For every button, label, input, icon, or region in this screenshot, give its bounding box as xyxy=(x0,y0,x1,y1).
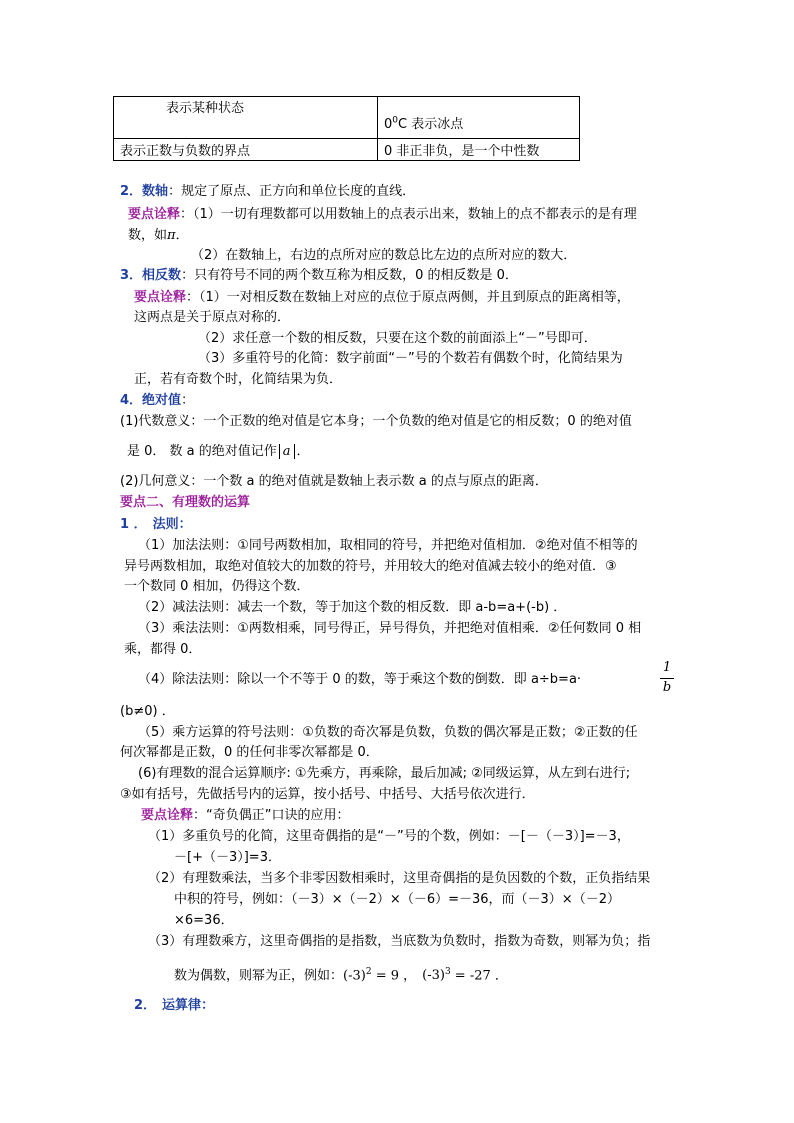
paragraph-text: （3）多重符号的化简：数字前面“－”号的个数若有偶数个时，化简结果为 xyxy=(198,351,623,366)
paragraph-text: （3）乘法法则：①两数相乘，同号得正，异号得负，并把绝对值相乘．②任何数同 0 相 xyxy=(138,621,642,636)
paragraph-text: －[+（－3）]=3． xyxy=(174,850,281,865)
paragraph-line xyxy=(138,598,566,618)
table-cell xyxy=(114,97,378,139)
key-point-line xyxy=(128,205,637,225)
paragraph-text: ： xyxy=(201,998,215,1013)
zero-meaning-table xyxy=(113,96,580,161)
paragraph-text: ：只有符号不同的两个数互称为相反数，0 的相反数是 0． xyxy=(181,268,518,283)
fraction-denominator: b xyxy=(662,680,672,695)
math-expression: = 9 ， xyxy=(371,968,417,984)
section-title: 相反数 xyxy=(142,268,182,283)
paragraph-text: （2）求任意一个数的相反数，只要在这个数的前面添上“－”号即可． xyxy=(198,331,597,346)
paragraph-line xyxy=(138,723,638,743)
paragraph-line xyxy=(174,911,234,931)
section-title: 法则 xyxy=(152,517,179,532)
paragraph-text: ：（1）一切有理数都可以用数轴上的点表示出来，数轴上的点不都表示的是有理 xyxy=(180,207,637,222)
paragraph-text: ×6=36． xyxy=(174,913,234,928)
paragraph-text: (b≠0) ． xyxy=(120,704,175,719)
paragraph-text: (2)几何意义：一个数 a 的绝对值就是数轴上表示数 a 的点与原点的距离． xyxy=(120,474,548,489)
exponent: 2 xyxy=(365,967,372,977)
paragraph-text: ：规定了原点、正方向和单位长度的直线． xyxy=(168,184,416,199)
key-point-label: 要点诠释 xyxy=(128,207,181,222)
paragraph-line xyxy=(191,246,576,266)
table-cell-text: C 表示冰点 xyxy=(398,117,464,132)
section-absolute-value xyxy=(120,391,194,411)
paragraph-text: ：“奇负偶正”口诀的应用： xyxy=(193,808,350,823)
paragraph-line xyxy=(127,442,310,462)
paragraph-text: 正，若有奇数个时，化简结果为负． xyxy=(134,372,343,387)
section-number-line xyxy=(120,182,415,202)
paragraph-text: 中积的符号，例如：（－3）×（－2）×（－6）=－36，而（－3）×（－2） xyxy=(174,892,620,907)
paragraph-line xyxy=(198,329,597,349)
section-opposite-numbers xyxy=(120,266,518,286)
section-title: 运算律 xyxy=(162,998,202,1013)
paragraph-line xyxy=(120,412,632,432)
paragraph-line xyxy=(174,890,620,910)
paragraph-text: 是 0． 数 a 的绝对值记作 xyxy=(127,444,277,459)
paragraph-line xyxy=(124,577,310,597)
section-number: 4． xyxy=(120,393,143,408)
math-expression: (-3) xyxy=(422,968,445,984)
paragraph-line xyxy=(120,702,175,722)
paragraph-text: 数为偶数，则幂为正，例如： xyxy=(174,968,344,984)
table-cell-text: 表示正数与负数的界点 xyxy=(120,144,251,159)
section-number: 1 ． xyxy=(120,517,147,532)
table-cell-text: 0 非正非负，是一个中性数 xyxy=(384,144,540,159)
paragraph-text: 何次幂都是正数，0 的任何非零次幂都是 0． xyxy=(120,745,379,760)
paragraph-line xyxy=(120,785,535,805)
paragraph-text: （2）在数轴上，右边的点所对应的数总比左边的点所对应的数大． xyxy=(191,248,577,263)
table-cell xyxy=(378,97,580,139)
paragraph-text: 一个数同 0 相加，仍得这个数． xyxy=(124,579,310,594)
paragraph-line xyxy=(120,472,548,492)
paragraph-line xyxy=(138,536,638,556)
fraction-bar xyxy=(660,678,674,679)
key-point-line xyxy=(134,288,630,308)
paragraph-line xyxy=(148,827,630,847)
paragraph-line xyxy=(124,640,201,660)
paragraph-text: （1）多重负号的化简，这里奇偶指的是“－”号的个数，例如：－[－（－3）]=－3， xyxy=(148,829,630,844)
paragraph-line xyxy=(124,557,617,577)
section-title: 绝对值 xyxy=(142,393,182,408)
superscript: 0 xyxy=(392,115,399,126)
paragraph-line xyxy=(134,308,290,328)
paragraph-line xyxy=(138,670,581,690)
paragraph-text: （4）除法法则：除以一个不等于 0 的数，等于乘这个数的倒数．即 a÷b=a· xyxy=(138,672,582,687)
paragraph-line xyxy=(120,743,379,763)
paragraph-text: (1)代数意义：一个正数的绝对值是它本身；一个负数的绝对值是它的相反数；0 的绝对值 xyxy=(120,414,632,429)
paragraph-text: （2）减法法则：减去一个数，等于加这个数的相反数．即 a-b=a+(-b) ． xyxy=(138,600,567,615)
paragraph-text: ． xyxy=(175,228,189,243)
table-cell-text: 0 xyxy=(384,117,393,132)
subsection-rules xyxy=(120,515,192,535)
absolute-value-notation: a xyxy=(279,444,295,459)
paragraph-line xyxy=(174,962,508,986)
paragraph-text: 数，如 xyxy=(128,228,168,243)
paragraph-text: （1）加法法则：①同号两数相加，取相同的符号，并把绝对值相加．②绝对值不相等的 xyxy=(138,538,638,553)
paragraph-line xyxy=(138,619,641,639)
key-point-label: 要点诠释 xyxy=(134,290,187,305)
key-point-label: 要点诠释 xyxy=(141,808,194,823)
section-number: 2． xyxy=(120,184,143,199)
exponent: 3 xyxy=(444,967,451,977)
paragraph-text: ． xyxy=(296,444,310,459)
key-point-line xyxy=(141,806,350,826)
main-heading: 要点二、有理数的运算 xyxy=(120,495,251,510)
table-cell-text: 表示某种状态 xyxy=(166,101,245,116)
paragraph-text: （5）乘方运算的符号法则：①负数的奇次幂是负数，负数的偶次幂是正数；②正数的任 xyxy=(138,725,638,740)
paragraph-line xyxy=(134,370,342,390)
paragraph-text: 异号两数相加，取绝对值较大的加数的符号，并用较大的绝对值减去较小的绝对值．③ xyxy=(124,559,617,574)
table-cell xyxy=(114,139,378,161)
table-cell xyxy=(378,139,580,161)
paragraph-line xyxy=(128,226,189,246)
paragraph-text: ③如有括号，先做括号内的运算，按小括号、中括号、大括号依次进行． xyxy=(120,787,535,802)
paragraph-line xyxy=(198,349,623,369)
math-expression: = -27 ． xyxy=(450,968,508,984)
paragraph-text: 这两点是关于原点对称的． xyxy=(134,310,291,325)
pi-symbol: π xyxy=(167,228,176,243)
paragraph-text: (6)有理数的混合运算顺序: ①先乘方，再乘除，最后加减; ②同级运算，从左到右进行; xyxy=(138,766,631,781)
paragraph-text: ： xyxy=(178,517,192,532)
subsection-laws xyxy=(134,996,214,1016)
paragraph-line xyxy=(148,932,650,952)
paragraph-text: ： xyxy=(181,393,195,408)
section-number: 3． xyxy=(120,268,143,283)
paragraph-text: （2）有理数乘法，当多个非零因数相乘时，这里奇偶指的是负因数的个数，正负指结果 xyxy=(148,871,651,886)
paragraph-line xyxy=(148,869,650,889)
fraction-numerator: 1 xyxy=(662,660,672,675)
paragraph-line xyxy=(138,764,630,784)
section-number: 2． xyxy=(134,998,157,1013)
math-expression: (-3) xyxy=(343,968,366,984)
paragraph-text: （3）有理数乘方，这里奇偶指的是指数，当底数为负数时，指数为奇数，则幂为负；指 xyxy=(148,934,651,949)
paragraph-text: 乘，都得 0． xyxy=(124,642,202,657)
paragraph-line xyxy=(174,848,281,868)
section-title: 数轴 xyxy=(142,184,169,199)
paragraph-text: ：（1）一对相反数在数轴上对应的点位于原点两侧，并且到原点的距离相等， xyxy=(186,290,630,305)
